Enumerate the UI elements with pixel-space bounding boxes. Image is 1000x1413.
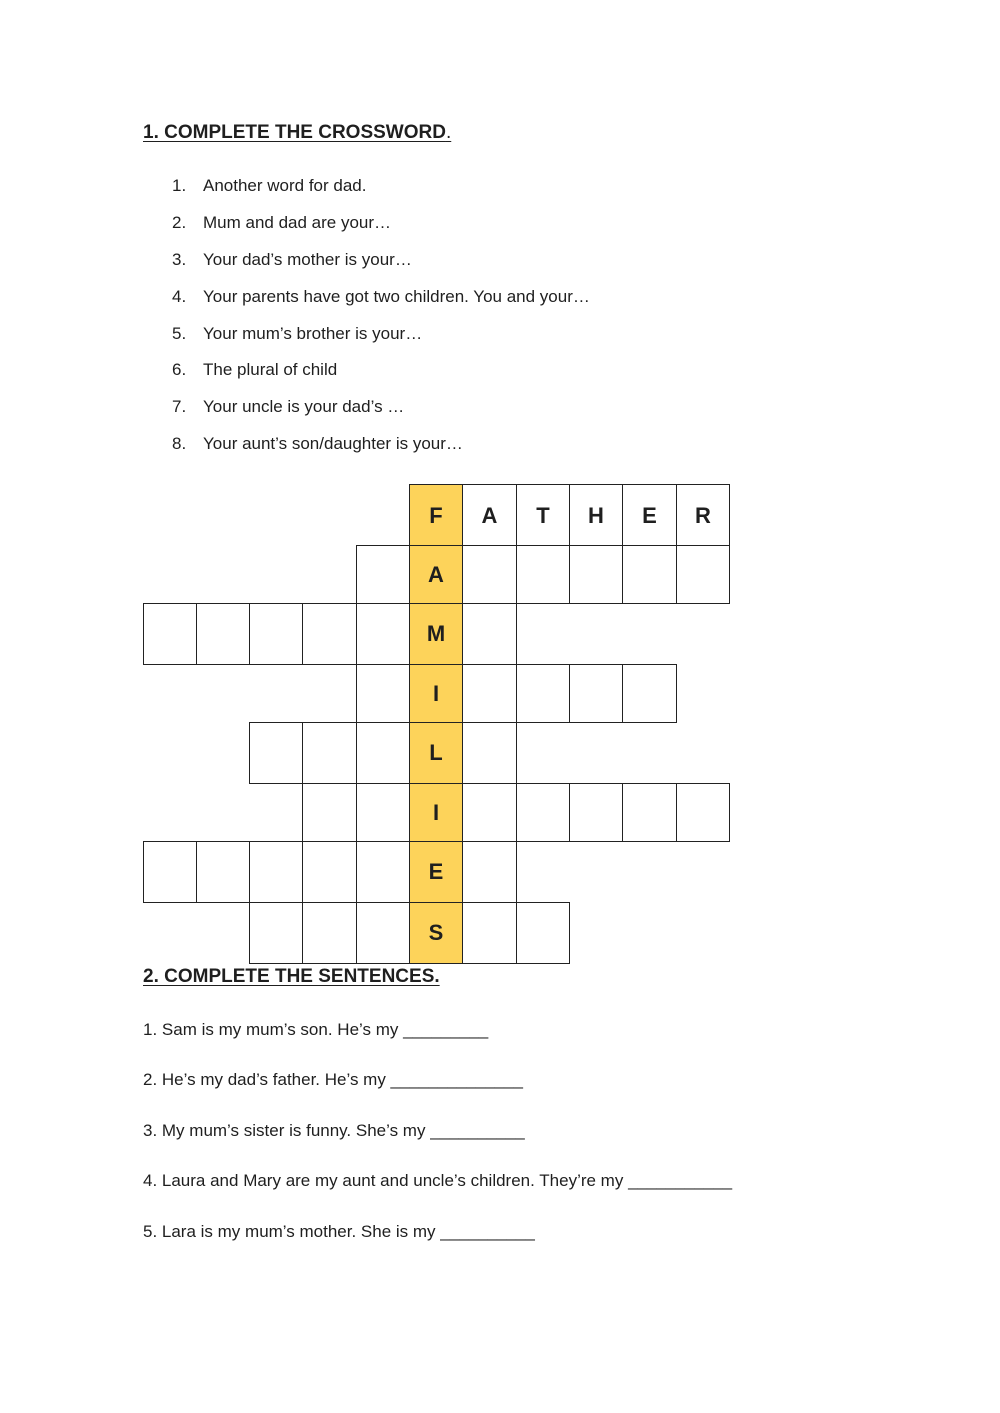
crossword-cell[interactable] xyxy=(462,783,517,842)
crossword-cell[interactable] xyxy=(516,664,570,723)
crossword-cell[interactable] xyxy=(462,545,517,604)
crossword-cell[interactable] xyxy=(676,484,730,547)
clue-number: 3. xyxy=(172,249,187,269)
crossword-cell[interactable] xyxy=(196,841,250,903)
crossword-cell[interactable] xyxy=(569,783,623,842)
crossword-letter: I xyxy=(432,799,440,825)
clue-number: 4. xyxy=(172,286,187,306)
clue-item xyxy=(172,213,590,250)
clue-item xyxy=(172,287,590,324)
crossword-key-cell[interactable] xyxy=(409,603,463,665)
crossword-cell[interactable] xyxy=(462,603,517,665)
crossword-cell[interactable] xyxy=(569,664,623,723)
section1-title-text: 1. COMPLETE THE CROSSWORD xyxy=(143,122,446,143)
crossword-letter: M xyxy=(426,621,446,646)
crossword-cell[interactable] xyxy=(462,484,517,547)
crossword-letter: E xyxy=(642,502,657,528)
crossword-key-cell[interactable] xyxy=(409,783,463,842)
clue-text: Another word for dad. xyxy=(203,176,367,195)
clue-text: Your aunt’s son/daughter is your… xyxy=(203,434,463,454)
crossword-letter: R xyxy=(695,502,711,528)
crossword-cell[interactable] xyxy=(622,664,677,723)
clue-text: Your mum’s brother is your… xyxy=(203,323,423,343)
crossword-cell[interactable] xyxy=(302,841,357,903)
crossword-letter: E xyxy=(428,859,444,884)
crossword-cell[interactable] xyxy=(676,545,730,604)
crossword-cell[interactable] xyxy=(302,722,357,784)
crossword-cell[interactable] xyxy=(356,841,410,903)
crossword-cell[interactable] xyxy=(622,783,677,842)
clue-list xyxy=(172,176,590,471)
crossword-cell[interactable] xyxy=(196,603,250,665)
crossword-letter: A xyxy=(481,502,498,528)
crossword-cell[interactable] xyxy=(676,783,730,842)
crossword-cell[interactable] xyxy=(356,545,410,604)
crossword-cell[interactable] xyxy=(569,545,623,604)
clue-text: The plural of child xyxy=(203,360,338,380)
section2-title: 2. COMPLETE THE SENTENCES. xyxy=(143,966,440,987)
crossword-key-cell[interactable] xyxy=(409,722,463,784)
crossword-cell[interactable] xyxy=(302,902,357,964)
crossword-cell[interactable] xyxy=(622,484,677,547)
crossword-cell[interactable] xyxy=(356,664,410,723)
sentence-item: 4. Laura and Mary are my aunt and uncle’s children. They’re my ___________ xyxy=(143,1171,733,1191)
clue-number: 5. xyxy=(172,323,187,343)
crossword-cell[interactable] xyxy=(622,545,677,604)
crossword-letter: F xyxy=(429,502,443,528)
clue-item xyxy=(172,397,590,434)
clue-number: 6. xyxy=(172,360,187,380)
crossword-cell[interactable] xyxy=(516,783,570,842)
sentence-item: 1. Sam is my mum’s son. He’s my _________ xyxy=(143,1020,489,1039)
crossword-cell[interactable] xyxy=(569,484,623,547)
crossword-cell[interactable] xyxy=(302,603,357,665)
clue-item xyxy=(172,250,590,287)
crossword-key-cell[interactable] xyxy=(409,545,463,604)
crossword-cell[interactable] xyxy=(143,841,197,903)
clue-number: 8. xyxy=(172,434,187,454)
section1-title xyxy=(143,122,451,144)
crossword-cell[interactable] xyxy=(516,545,570,604)
section1-title-period: . xyxy=(445,122,452,143)
crossword-cell[interactable] xyxy=(249,603,303,665)
sentence-list xyxy=(143,1020,732,1272)
clue-item xyxy=(172,176,590,213)
sentence-item: 2. He’s my dad’s father. He’s my ______________ xyxy=(143,1070,523,1090)
crossword-cell[interactable] xyxy=(356,603,410,665)
clue-item xyxy=(172,434,590,471)
clue-number: 1. xyxy=(172,176,187,195)
clue-item xyxy=(172,360,590,397)
crossword-cell[interactable] xyxy=(356,783,410,842)
crossword-cell[interactable] xyxy=(462,722,517,784)
clue-item xyxy=(172,324,590,361)
crossword-cell[interactable] xyxy=(516,902,570,964)
crossword-cell[interactable] xyxy=(143,603,197,665)
crossword-cell[interactable] xyxy=(249,902,303,964)
crossword-key-cell[interactable] xyxy=(409,484,463,547)
crossword-cell[interactable] xyxy=(516,484,570,547)
crossword-key-cell[interactable] xyxy=(409,841,463,903)
crossword-cell[interactable] xyxy=(249,841,303,903)
clue-text: Your parents have got two children. You and your… xyxy=(203,286,590,306)
sentence-item: 3. My mum’s sister is funny. She’s my __________ xyxy=(143,1120,525,1140)
crossword-cell[interactable] xyxy=(462,841,517,903)
crossword-letter: S xyxy=(428,920,444,945)
crossword-key-cell[interactable] xyxy=(409,902,463,964)
crossword-letter: L xyxy=(429,740,443,765)
clue-text: Your uncle is your dad’s … xyxy=(203,397,405,417)
clue-number: 7. xyxy=(172,397,187,417)
crossword-key-cell[interactable] xyxy=(409,664,463,723)
crossword-cell[interactable] xyxy=(356,902,410,964)
crossword-cell[interactable] xyxy=(462,902,517,964)
crossword-cell[interactable] xyxy=(356,722,410,784)
clue-number: 2. xyxy=(172,212,187,232)
crossword-cell[interactable] xyxy=(462,664,517,723)
clue-text: Mum and dad are your… xyxy=(203,212,392,232)
crossword-letter: H xyxy=(588,502,604,528)
sentence-item: 5. Lara is my mum’s mother. She is my __________ xyxy=(143,1221,535,1241)
crossword-cell[interactable] xyxy=(249,722,303,784)
crossword-letter: T xyxy=(536,502,550,528)
crossword-letter: I xyxy=(432,680,440,706)
crossword-cell[interactable] xyxy=(302,783,357,842)
crossword-letter: A xyxy=(428,561,444,587)
clue-text: Your dad’s mother is your… xyxy=(203,249,412,269)
